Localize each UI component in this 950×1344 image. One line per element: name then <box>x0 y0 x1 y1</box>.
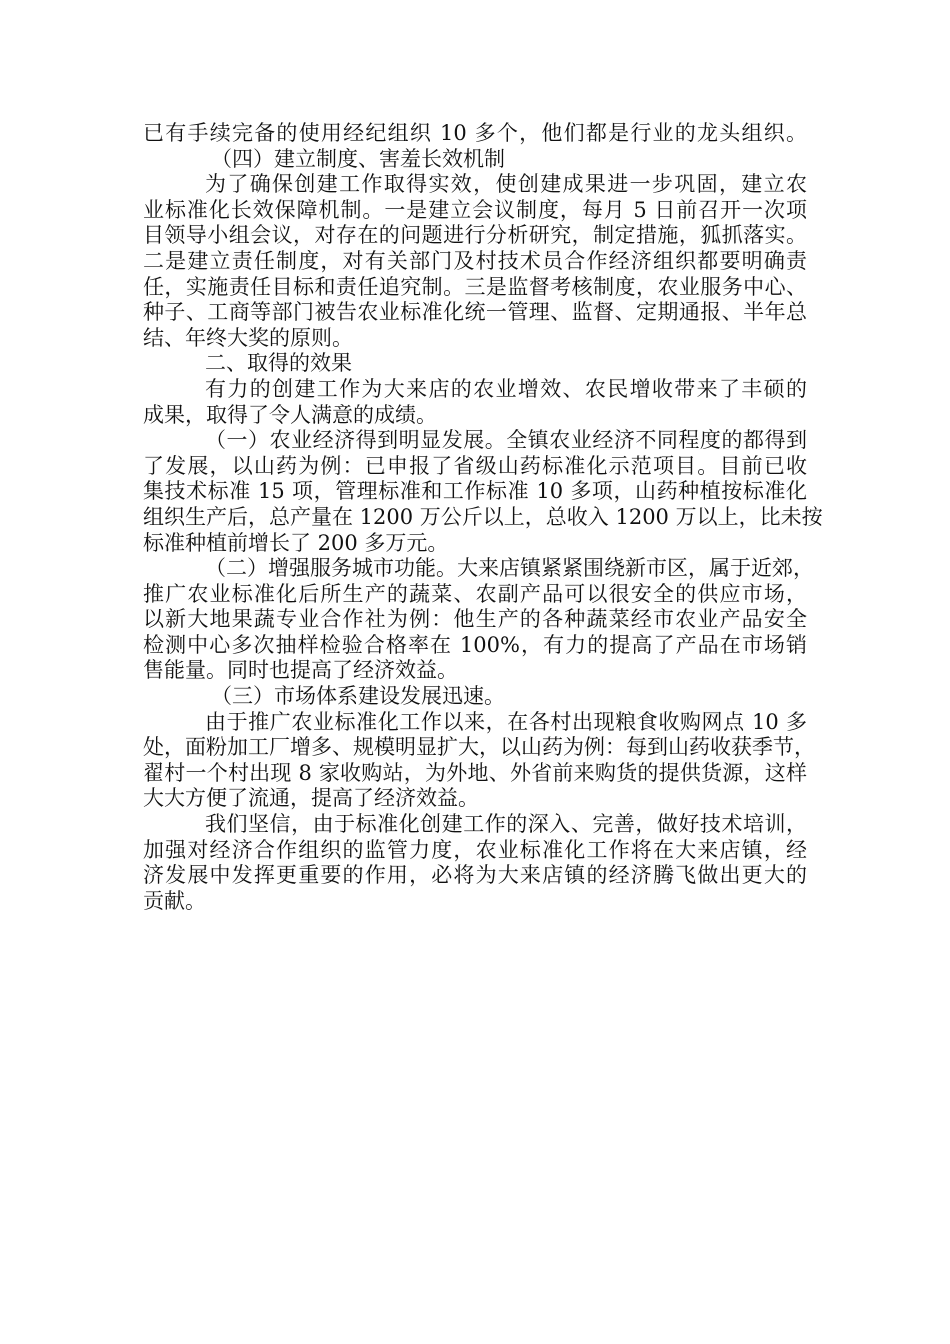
text-line-3: 为了确保创建工作取得实效，使创建成果进一步巩固，建立农 <box>205 172 807 197</box>
text-line-8: 种子、工商等部门被告农业标准化统一管理、监督、定期通报、半年总 <box>143 300 807 325</box>
text-line-25: 处，面粉加工厂增多、规模明显扩大，以山药为例：每到山药收获季节， <box>143 735 815 760</box>
section-heading-4: （四）建立制度、害羞长效机制 <box>211 146 505 171</box>
text-line-26: 翟村一个村出现 8 家收购站，为外地、外省前来购货的提供货源，这样 <box>143 760 807 785</box>
text-line-1: 已有手续完备的使用经纪组织 10 多个，他们都是行业的龙头组织。 <box>143 121 807 145</box>
text-line-27: 大大方便了流通，提高了经济效益。 <box>143 786 479 811</box>
text-line-20: 以新大地果蔬专业合作社为例：他生产的各种蔬菜经市农业产品安全 <box>143 607 807 632</box>
text-line-21: 检测中心多次抽样检验合格率在 100%，有力的提高了产品在市场销 <box>143 632 807 657</box>
text-line-11: 有力的创建工作为大来店的农业增效、农民增收带来了丰硕的 <box>205 376 807 401</box>
text-line-7: 任，实施责任目标和责任追究制。三是监督考核制度，农业服务中心、 <box>143 274 807 299</box>
text-line-15: 集技术标准 15 项，管理标准和工作标准 10 多项，山药种植按标准化 <box>143 479 807 504</box>
text-line-14: 了发展，以山药为例：已申报了省级山药标准化示范项目。目前已收 <box>143 453 807 478</box>
text-line-6: 二是建立责任制度，对有关部门及村技术员合作经济组织都要明确责 <box>143 248 807 273</box>
text-line-5: 目领导小组会议，对存在的问题进行分析研究，制定措施，狐抓落实。 <box>143 223 807 248</box>
text-line-19: 推广农业标准化后所生产的蔬菜、农副产品可以很安全的供应市场， <box>143 581 807 606</box>
text-line-24: 由于推广农业标准化工作以来，在各村出现粮食收购网点 10 多 <box>205 709 807 734</box>
section-heading-results: 二、取得的效果 <box>205 351 352 376</box>
text-line-18: （二）增强服务城市功能。大来店镇紧紧围绕新市区，属于近郊， <box>205 556 814 581</box>
text-line-16: 组织生产后，总产量在 1200 万公斤以上，总收入 1200 万以上，比未按 <box>143 504 823 529</box>
text-line-9: 结、年终大奖的原则。 <box>143 325 353 350</box>
text-line-13: （一）农业经济得到明显发展。全镇农业经济不同程度的都得到 <box>205 428 807 453</box>
text-line-4: 业标准化长效保障机制。一是建立会议制度，每月 5 日前召开一次项 <box>143 197 807 222</box>
text-line-29: 加强对经济合作组织的监管力度，农业标准化工作将在大来店镇，经 <box>143 837 807 862</box>
text-line-17: 标准种植前增长了 200 多万元。 <box>143 530 449 555</box>
text-line-31: 贡献。 <box>143 888 206 913</box>
text-line-22: 售能量。同时也提高了经济效益。 <box>143 658 458 683</box>
section-heading-3: （三）市场体系建设发展迅速。 <box>211 684 505 709</box>
text-line-30: 济发展中发挥更重要的作用，必将为大来店镇的经济腾飞做出更大的 <box>143 863 807 888</box>
text-line-12: 成果，取得了令人满意的成绩。 <box>143 402 437 427</box>
text-line-28: 我们坚信，由于标准化创建工作的深入、完善，做好技术培训， <box>205 812 807 837</box>
document-body <box>143 121 823 914</box>
